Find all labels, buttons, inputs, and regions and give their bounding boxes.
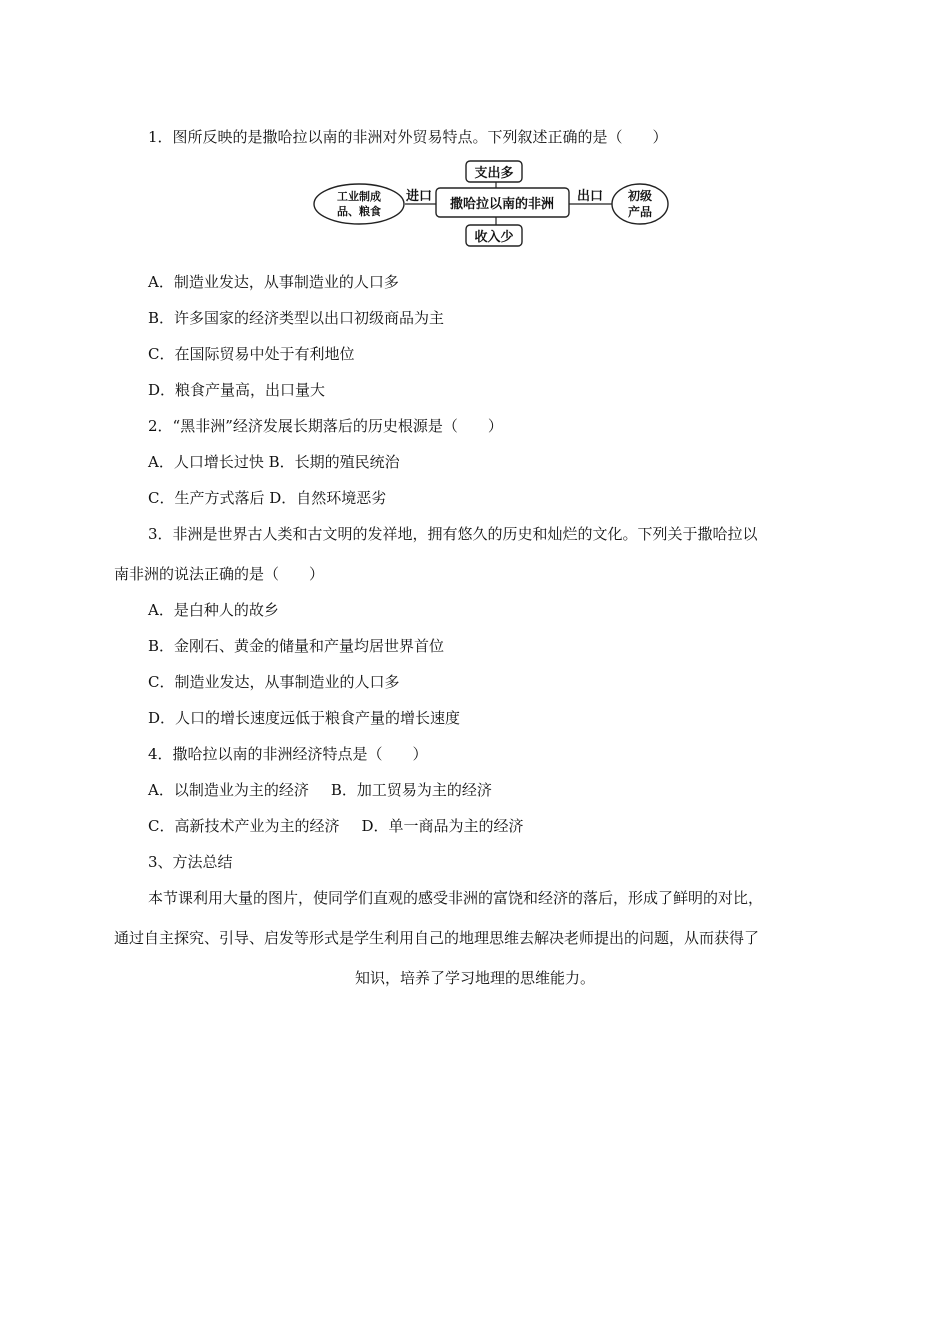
left-oval-line2: 品、粮食 (337, 205, 381, 218)
q3-option-d: D．人口的增长速度远低于粮食产量的增长速度 (148, 709, 461, 727)
right-oval-line1: 初级 (627, 189, 653, 203)
q1-option-a: A．制造业发达，从事制造业的人口多 (148, 273, 399, 291)
trade-diagram (312, 158, 672, 250)
q4-option-b: B．加工贸易为主的经济 (330, 781, 492, 799)
q1-option-d: D．粮食产量高，出口量大 (148, 381, 326, 399)
import-label: 进口 (405, 189, 433, 204)
q4-option-a: A．以制造业为主的经济 (148, 781, 309, 799)
left-oval-line1: 工业制成 (337, 190, 381, 203)
bottom-label: 收入少 (474, 230, 514, 245)
q3-stem-line1: 3．非洲是世界古人类和古文明的发祥地，拥有悠久的历史和灿烂的文化。下列关于撒哈拉以 (148, 525, 758, 543)
q4-option-d: D．单一商品为主的经济 (361, 817, 524, 835)
export-label: 出口 (576, 189, 604, 204)
q4-options-ab (148, 780, 492, 800)
q3-option-a: A．是白种人的故乡 (148, 601, 279, 619)
summary-line1: 本节课利用大量的图片，使同学们直观的感受非洲的富饶和经济的落后，形成了鲜明的对比， (148, 889, 764, 907)
q3-option-c: C．制造业发达，从事制造业的人口多 (148, 673, 400, 691)
q1-stem: 1．图所反映的是撒哈拉以南的非洲对外贸易特点。下列叙述正确的是（ ） (148, 128, 668, 146)
q2-options-cd: C．生产方式落后 D．自然环境恶劣 (148, 489, 387, 507)
q4-stem: 4．撒哈拉以南的非洲经济特点是（ ） (148, 745, 428, 763)
summary-heading: 3、方法总结 (148, 853, 233, 871)
q3-option-b: B．金刚石、黄金的储量和产量均居世界首位 (148, 637, 445, 655)
right-oval-line2: 产品 (627, 205, 653, 219)
q1-option-c: C．在国际贸易中处于有利地位 (148, 345, 355, 363)
q4-option-c: C．高新技术产业为主的经济 (148, 817, 340, 835)
q2-options-ab: A．人口增长过快 B．长期的殖民统治 (148, 453, 400, 471)
center-label: 撒哈拉以南的非洲 (449, 197, 555, 212)
q2-stem: 2．“黑非洲”经济发展长期落后的历史根源是（ ） (148, 417, 503, 435)
summary-line3: 知识，培养了学习地理的思维能力。 (354, 969, 595, 987)
summary-line2: 通过自主探究、引导、启发等形式是学生利用自己的地理思维去解决老师提出的问题，从而获得了 (114, 929, 760, 947)
top-label: 支出多 (474, 166, 514, 181)
q1-option-b: B．许多国家的经济类型以出口初级商品为主 (148, 309, 445, 327)
q3-stem-line2: 南非洲的说法正确的是（ ） (114, 565, 325, 583)
q4-options-cd (148, 816, 524, 836)
